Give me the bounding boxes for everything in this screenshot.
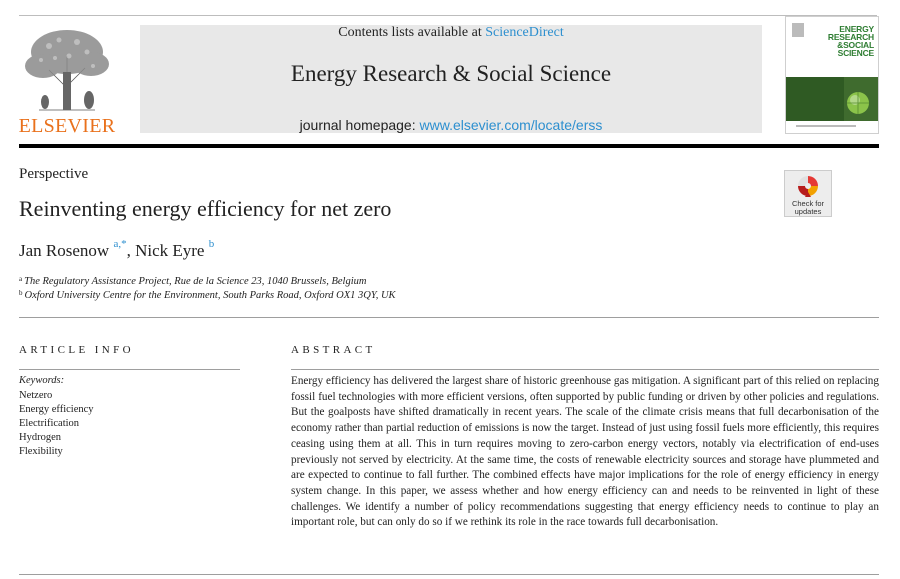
cover-image-band-left <box>786 77 844 121</box>
check-for-updates-button[interactable] <box>784 170 832 217</box>
affiliation-mark: b <box>19 289 23 297</box>
cover-title-line: RESEARCH <box>827 32 874 42</box>
journal-masthead <box>140 25 762 133</box>
contents-prefix: Contents lists available at <box>338 25 486 40</box>
affiliation-text: Oxford University Centre for the Environment, South Parks Road, Oxford OX1 3QY, UK <box>24 290 396 301</box>
article-title: Reinventing energy efficiency for net zero <box>19 196 392 221</box>
author-affiliation-marks[interactable]: a,* <box>113 238 127 250</box>
contents-line <box>140 25 762 41</box>
keywords-label: Keywords: <box>19 375 65 386</box>
masthead-top-gap <box>140 16 762 25</box>
section-divider <box>19 317 879 318</box>
author-separator: , <box>126 241 136 260</box>
article-type: Perspective <box>19 166 89 182</box>
abstract-rule <box>291 369 879 370</box>
author-name[interactable]: Nick Eyre <box>135 241 205 260</box>
keyword-item: Energy efficiency <box>19 404 94 415</box>
check-updates-icon <box>797 175 819 199</box>
homepage-prefix: journal homepage: <box>299 117 420 133</box>
cover-footer <box>796 125 856 127</box>
cover-title-line: SCIENCE <box>837 48 874 58</box>
affiliation-text: The Regulatory Assistance Project, Rue de la Science 23, 1040 Brussels, Belgium <box>24 276 367 287</box>
keyword-item: Hydrogen <box>19 432 61 443</box>
header-rule <box>19 144 879 148</box>
journal-cover[interactable] <box>785 16 879 134</box>
journal-title[interactable]: Energy Research & Social Science <box>290 61 612 86</box>
publisher-wordmark: ELSEVIER <box>18 115 116 137</box>
author-list <box>19 238 215 261</box>
cover-title <box>790 25 874 57</box>
affiliation-mark: a <box>19 275 23 283</box>
keyword-item: Netzero <box>19 390 53 401</box>
author-name[interactable]: Jan Rosenow <box>19 241 110 260</box>
article-info-heading: ARTICLE INFO <box>19 344 134 356</box>
abstract-text: Energy efficiency has delivered the largest share of historic greenhouse gas mitigation. A significant part of this relied on replacing fossil fuel technologies with more efficient versions, often supported by public funding or driven by other policies and regulations. But the goalposts have shifted dramatically in recent years. The scale of the climate crisis means that full decarbonisation of the economy rather than partial reduction of emissions is now the target. Instead of just using fossil fuels more efficiently, this requires ceasing using them at all. This in turn requires moving to zero-carbon energy vectors, notably via electrification of end-uses previously not served by electricity. At the same time, the costs of renewable electricity sources and storage have plummeted and are expected to continue to fall further. The combined effects have major implications for the role of energy efficiency in energy system change. In this paper, we assess whether and how energy efficiency can and needs to be reinvented in light of these challenges. We identify a number of policy recommendations suggesting that energy efficiency needs to continue to play an important role, but can only do so if we rethink its role in the race towards full decarbonisation. <box>291 375 879 529</box>
check-updates-label: Check for updates <box>791 199 825 216</box>
cover-title-line: ENERGY <box>839 24 874 34</box>
keyword-item: Flexibility <box>19 446 63 457</box>
keyword-item: Electrification <box>19 418 80 429</box>
keywords-list <box>19 389 94 459</box>
affiliation <box>19 276 366 287</box>
elsevier-tree-icon <box>19 26 115 112</box>
bottom-rule <box>19 574 879 575</box>
cover-title-line: &SOCIAL <box>837 40 874 50</box>
homepage-line <box>140 117 762 133</box>
homepage-link[interactable]: www.elsevier.com/locate/erss <box>419 117 603 133</box>
elsevier-logo[interactable] <box>17 26 117 136</box>
sciencedirect-link[interactable]: ScienceDirect <box>485 25 564 40</box>
globe-icon <box>844 89 872 117</box>
affiliation <box>19 290 396 301</box>
author-affiliation-marks[interactable]: b <box>208 238 215 250</box>
abstract-heading: ABSTRACT <box>291 344 376 356</box>
article-info-rule <box>19 369 240 370</box>
